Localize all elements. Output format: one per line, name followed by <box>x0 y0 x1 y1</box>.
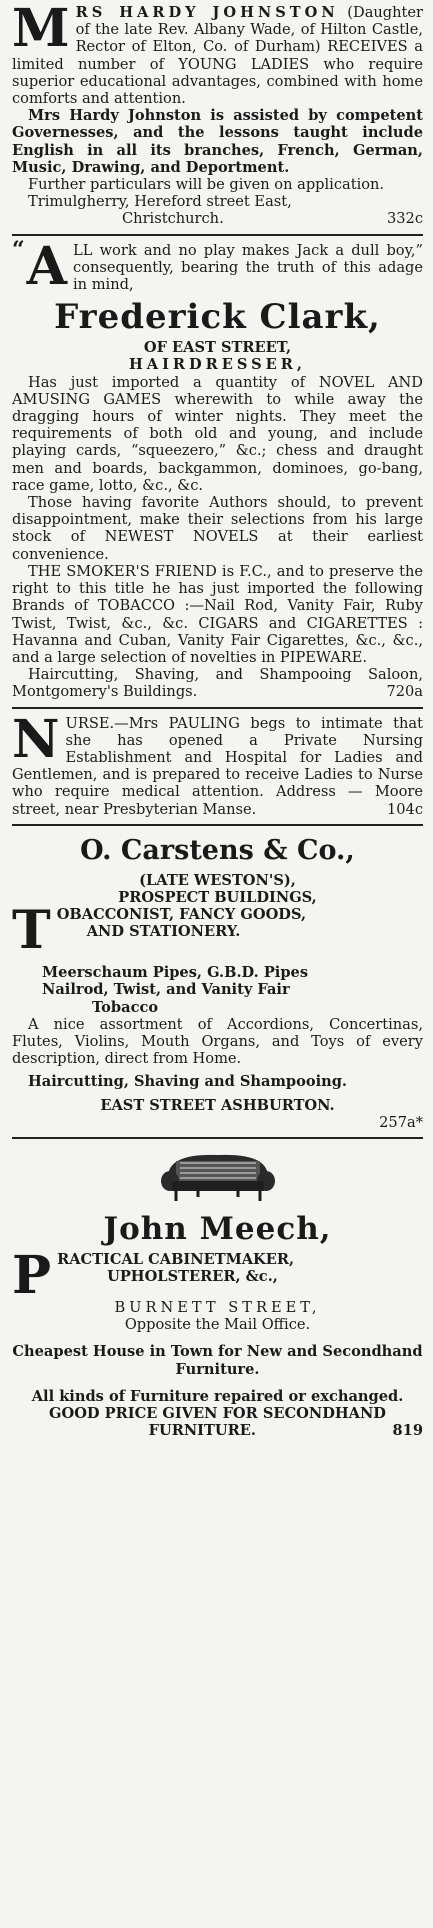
carstens-trade-line <box>12 900 423 962</box>
nurse-code: 104c <box>386 800 423 818</box>
clark-saloon: Haircutting, Shaving, and Shampooing Saloon, Montgomery's Buildings. <box>12 666 423 701</box>
carstens-code: 257a* <box>379 1113 423 1131</box>
meech-trade-line <box>12 1244 423 1306</box>
nurse-body: URSE.—Mrs PAULING begs to intimate that she has opened a Private Nursing Establishment and Hospital for Ladies and Gentlemen, and is prepared to receive Ladies to Nurse who require medical attention. Address — Moore street, near Presbyterian Manse. <box>12 714 423 818</box>
clark-games: Has just imported a quantity of NOVEL AND AMUSING GAMES wherewith to while away the dragging hours of winter nights. They meet the requirements of both old and young, and include playing cards, “squeezero,” &c.; chess and draught men and boards, backgammon, dominoes, go-bang, race game, lotto, &c., &c. <box>12 373 423 494</box>
johnston-further: Further particulars will be given on application. <box>28 176 385 194</box>
johnston-city-line <box>12 210 423 227</box>
meech-code: 819 <box>392 1422 423 1440</box>
dropcap-n: N <box>12 708 60 770</box>
clark-name: Frederick Clark, <box>54 297 381 338</box>
carstens-late: (LATE WESTON'S), <box>139 871 296 889</box>
divider <box>12 824 423 826</box>
meech-trade2: UPHOLSTERER, &c., <box>107 1268 278 1286</box>
divider <box>12 234 423 236</box>
dropcap-t: T <box>12 900 51 962</box>
divider <box>12 1137 423 1139</box>
meech-name: John Meech, <box>103 1210 332 1247</box>
meech-street: BURNETT STREET, <box>114 1298 321 1316</box>
clark-authors: Those having favorite Authors should, to prevent disappointment, make their selections from his large stock of NEWEST NOVELS at their earliest convenience. <box>12 494 423 563</box>
dropcap-p: P <box>12 1244 52 1306</box>
divider <box>12 707 423 709</box>
meech-trade1: RACTICAL CABINETMAKER, <box>57 1250 295 1268</box>
dropcap-m: M <box>12 0 70 59</box>
johnston-name: RS HARDY JOHNSTON <box>75 4 339 21</box>
johnston-code: 332c <box>386 210 423 228</box>
carstens-advertisement <box>12 834 423 1131</box>
johnston-body: (Daughter of the late Rev. Albany Wade, of Hilton Castle, Rector of Elton, Co. of Durham) RECEIVES a limited number of YOUNG LADIES who require superior educational advantages, combined with home comforts and attention. <box>12 4 424 108</box>
carstens-trade1: OBACCONIST, FANCY GOODS, <box>56 906 307 924</box>
johnston-advertisement <box>12 0 423 228</box>
meech-price-line <box>12 1405 423 1439</box>
johnston-governesses: Mrs Hardy Johnston is assisted by competent Governesses, and the lessons taught include English in all its branches, French, German, Music, Drawing, and Deportment. <box>12 107 423 176</box>
meech-advertisement <box>12 1147 423 1439</box>
clark-trade: HAIRDRESSER, <box>128 356 307 374</box>
clark-advertisement <box>12 235 423 701</box>
carstens-address: EAST STREET ASHBURTON. <box>100 1096 335 1114</box>
carstens-trade2: AND STATIONERY. <box>86 923 241 941</box>
quote-open: “ <box>12 236 25 263</box>
dropcap-a: A <box>26 235 68 297</box>
carstens-pipes: Meerschaum Pipes, G.B.D. Pipes <box>42 964 309 982</box>
carstens-buildings: PROSPECT BUILDINGS, <box>118 888 317 906</box>
nurse-advertisement <box>12 708 423 818</box>
clark-intro <box>12 235 423 297</box>
carstens-haircutting: Haircutting, Shaving and Shampooing. <box>28 1073 348 1091</box>
clark-intro-text: LL work and no play makes Jack a dull boy,” consequently, bearing the truth of this adage in mind, <box>73 241 423 294</box>
clark-code: 720a <box>386 683 423 701</box>
carstens-tobacco: Tobacco <box>92 998 159 1016</box>
clark-street: OF EAST STREET, <box>143 339 292 357</box>
clark-smokers: THE SMOKER'S FRIEND is F.C., and to preserve the right to this title he has just imported the following Brands of TOBACCO :—Nail Rod, Vanity Fair, Ruby Twist, Twist, &c., &c. CIGARS and CIGARETTES : Havanna and Cuban, Vanity Fair Cigarettes, &c., &c., and a large selection of novelties in PIPEWARE. <box>12 562 423 666</box>
carstens-instruments: A nice assortment of Accordions, Concertinas, Flutes, Violins, Mouth Organs, and Toys of every description, direct from Home. <box>12 1015 423 1068</box>
meech-opposite: Opposite the Mail Office. <box>124 1316 311 1334</box>
meech-cheapest: Cheapest House in Town for New and Secondhand Furniture. <box>12 1343 423 1378</box>
meech-repairs: All kinds of Furniture repaired or exchanged. <box>31 1387 404 1405</box>
nurse-body-line <box>12 708 423 818</box>
carstens-nailrod: Nailrod, Twist, and Vanity Fair <box>42 981 290 999</box>
johnston-address: Trimulgherry, Hereford street East, <box>28 193 292 211</box>
meech-price: GOOD PRICE GIVEN FOR SECONDHAND FURNITURE. <box>49 1404 386 1440</box>
johnston-city: Christchurch. <box>122 210 224 228</box>
carstens-name: O. Carstens & Co., <box>80 834 355 866</box>
clark-saloon-line <box>12 666 423 700</box>
sofa-icon <box>158 1147 278 1205</box>
johnston-name-line <box>12 0 424 108</box>
